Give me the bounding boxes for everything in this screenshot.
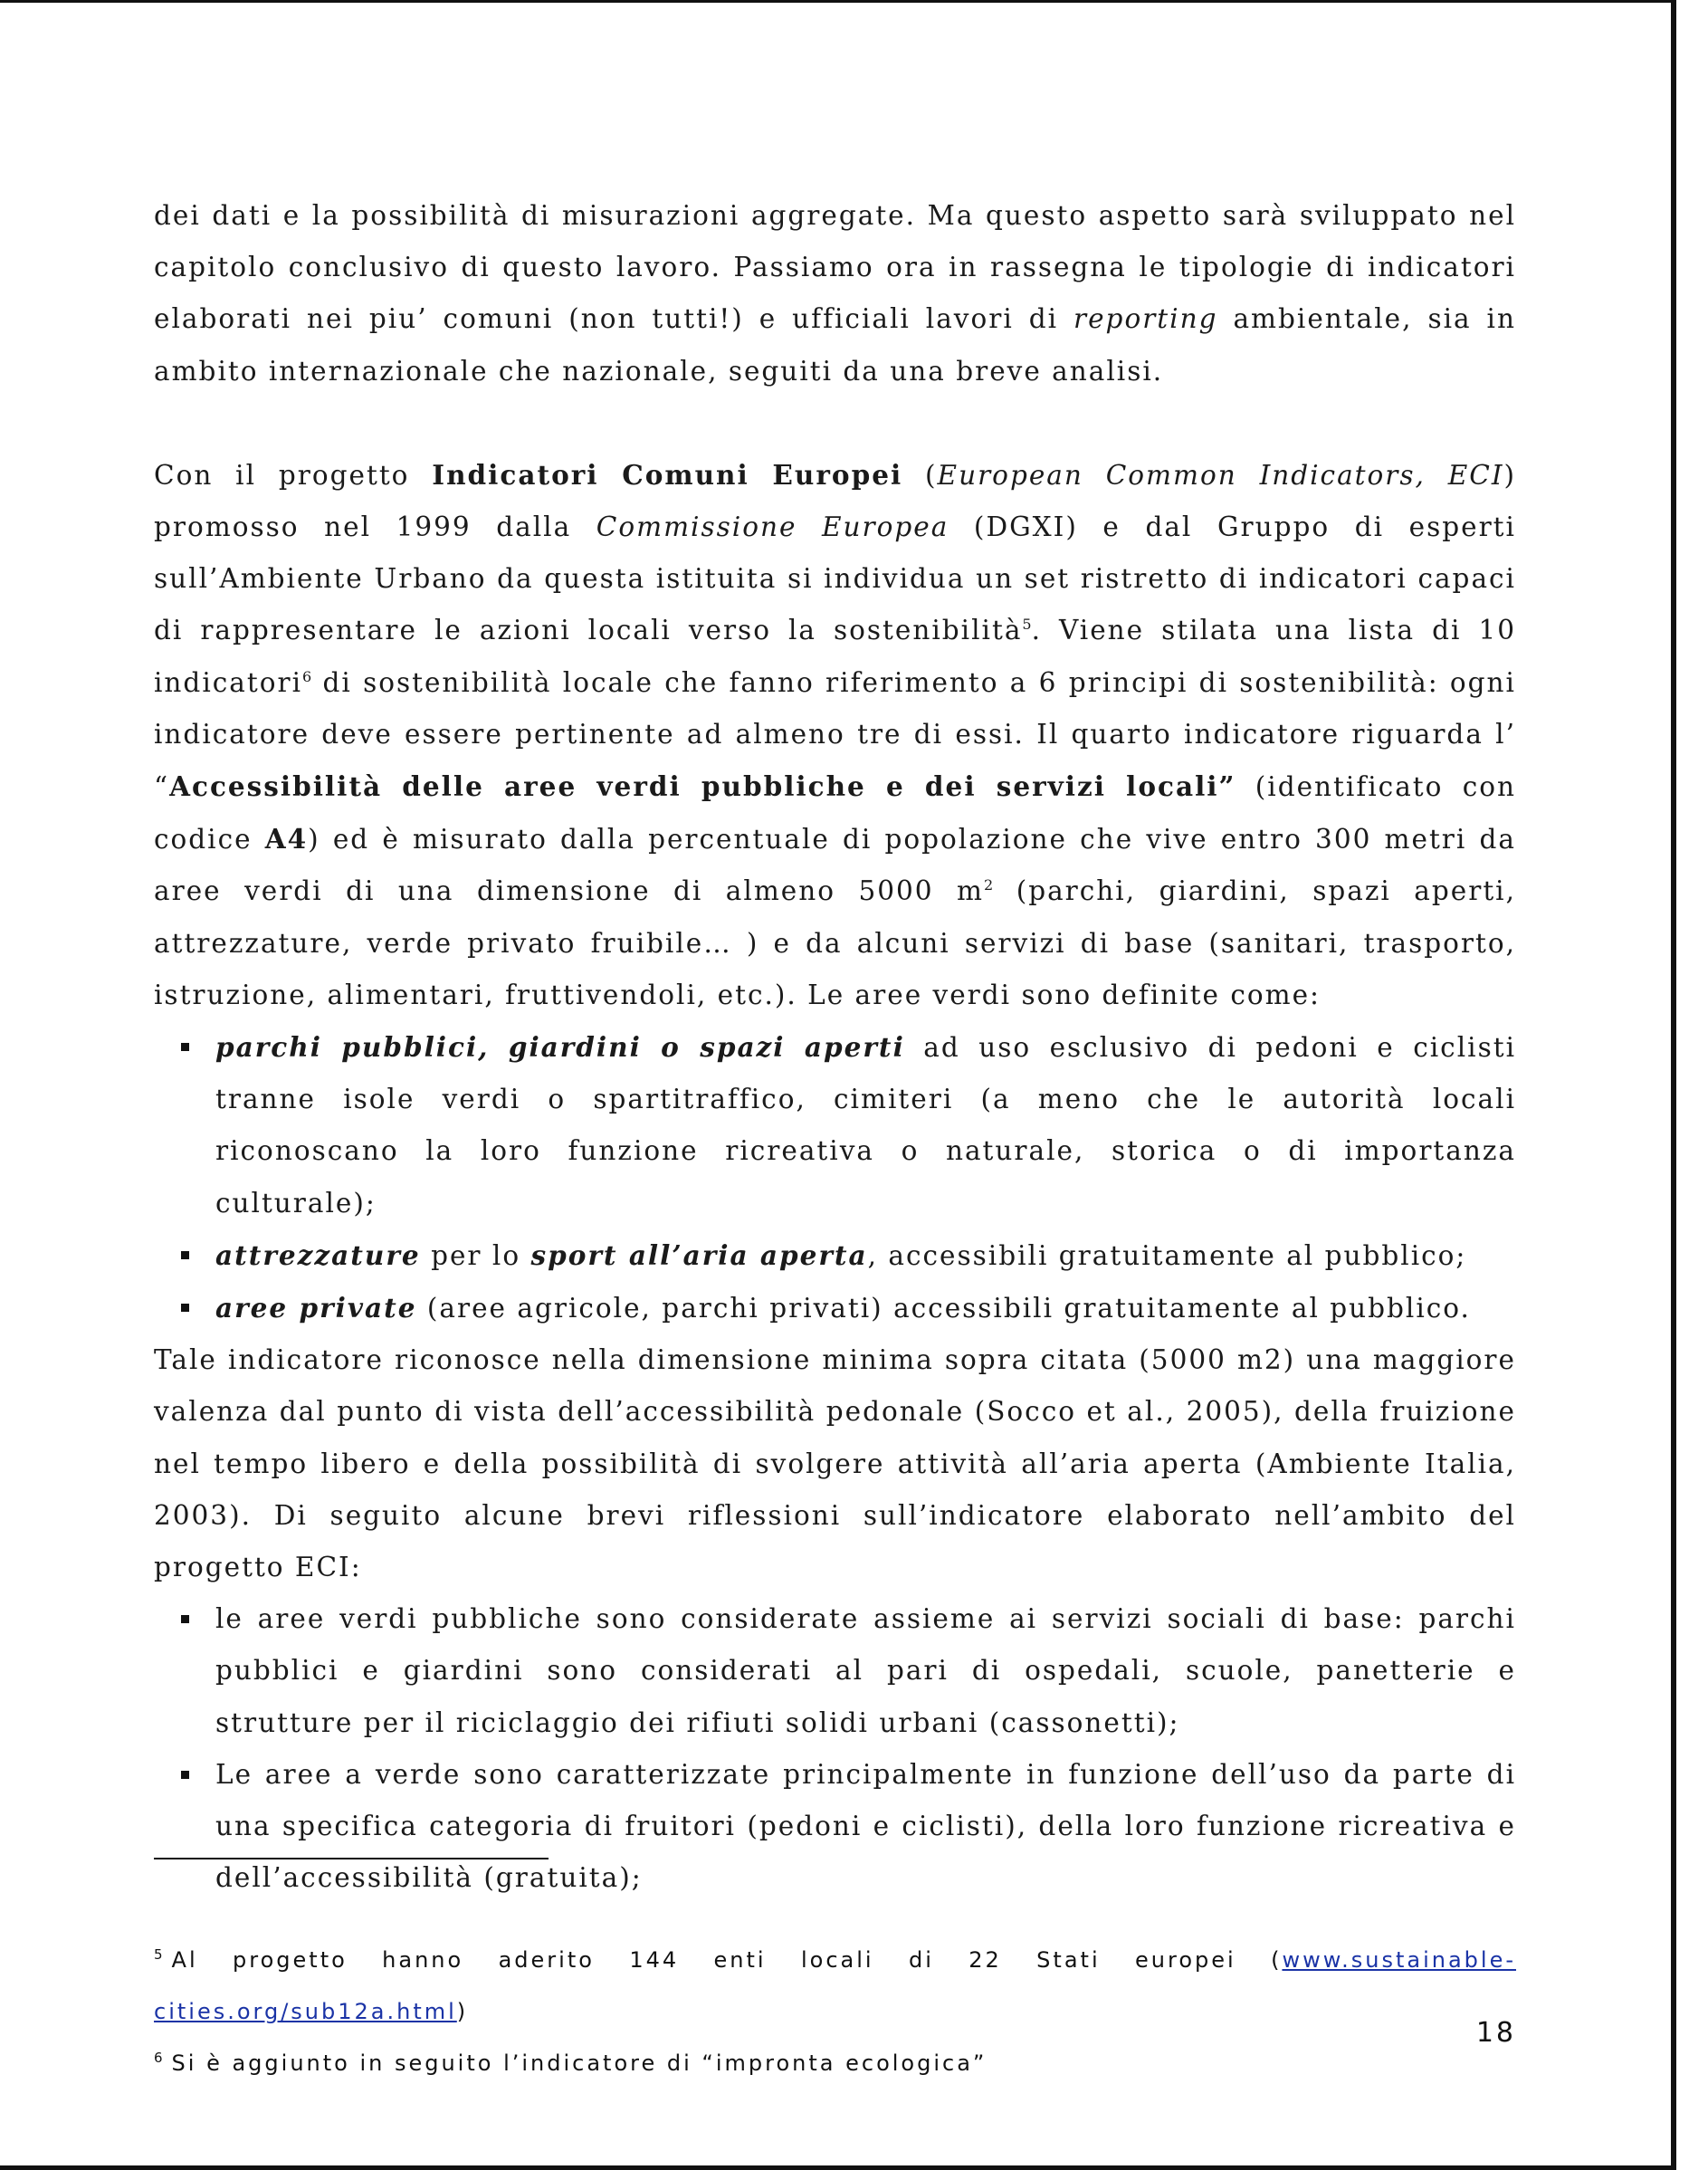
paragraph-eci: Con il progetto Indicatori Comuni Europei (European Common Indicators, ECI) promosso nel 1999 dalla Commissione Europea (DGXI) e dal Gruppo di esperti sull’Ambiente Urbano da questa istituita si individua un set ristretto di indicatori capaci di rappresentare le azioni locali verso la sostenibilità$^5$. Viene stilata una lista di 10 indicatori$^6$ di sostenibilità locale che fanno riferimento a 6 principi di sostenibilità: ogni indicatore deve essere pertinente ad almeno tre di essi. Il quarto indicatore riguarda l’ “Accessibilità delle aree verdi pubbliche e dei servizi locali” (identificato con codice A4) ed è misurato dalla percentuale di popolazione che vive entro 300 metri da aree verdi di una dimensione di almeno 5000 $m^2$ (parchi, giardini, spazi aperti, attrezzature, verde privato fruibile… ) e da alcuni servizi di base (sanitari, trasporto, istruzione, alimentari, fruttivendoli, etc.). Le aree verdi sono definite come: xyxy=(154,458,1517,1010)
square-exponent: 2 xyxy=(984,876,994,894)
paragraph-reflections: Tale indicatore riconosce nella dimensione minima sopra citata (5000 m2) una maggiore valenza dal punto di vista dell’accessibilità pedonale (Socco et al., 2005), della fruizione nel tempo libero e della possibilità di svolgere attività all’aria aperta (Ambiente Italia, 2003). Di seguito alcune brevi riflessioni sull’indicatore elaborato nell’ambito del progetto ECI: xyxy=(154,1344,1516,1583)
indicator-code: A4 xyxy=(264,823,309,856)
list-item: parchi pubblici, giardini o spazi aperti ad uso esclusivo di pedoni e ciclisti tranne isole verdi o spartitraffico, cimiteri (a meno che le autorità locali riconoscano la loro funzione ricreativa o naturale, storica o di importanza culturale); xyxy=(154,1021,1516,1229)
commissione-europea: Commissione Europea xyxy=(596,511,949,543)
reporting-term: reporting xyxy=(1073,303,1218,335)
footnote-ref-5[interactable]: 5 xyxy=(1022,616,1032,634)
page-border-bottom xyxy=(0,2165,1676,2170)
list-item: aree private (aree agricole, parchi privati) accessibili gratuitamente al pubblico. xyxy=(154,1282,1516,1334)
footnote-separator xyxy=(154,1858,549,1859)
page-border-right xyxy=(1671,0,1676,2170)
square-bullet-icon xyxy=(181,1771,189,1779)
footnote-6: $^6$ Si è aggiunto in seguito l’indicatore di “impronta ecologica” xyxy=(154,2050,988,2077)
footnote-ref-6[interactable]: 6 xyxy=(302,667,312,685)
list-item: Le aree a verde sono caratterizzate principalmente in funzione dell’uso da parte di una specifica categoria di fruitori (pedoni e ciclisti), della loro funzione ricreativa e dell’accessibilità (gratuita); xyxy=(154,1749,1516,1905)
square-bullet-icon xyxy=(181,1043,189,1051)
eci-title: Indicatori Comuni Europei xyxy=(432,458,903,491)
indicator-a4-title: Accessibilità delle aree verdi pubbliche e dei servizi locali” xyxy=(169,770,1236,803)
footnotes xyxy=(154,1935,1516,2090)
list-item: attrezzature per lo sport all’aria aperta, accessibili gratuitamente al pubblico; xyxy=(154,1229,1516,1282)
list-item: le aree verdi pubbliche sono considerate assieme ai servizi sociali di base: parchi pubblici e giardini sono considerati al pari di ospedali, scuole, panetterie e strutture per il riciclaggio dei rifiuti solidi urbani (cassonetti); xyxy=(154,1593,1516,1749)
green-areas-list xyxy=(154,1021,1516,1334)
paragraph-intro: dei dati e la possibilità di misurazioni aggregate. Ma questo aspetto sarà sviluppato nel capitolo conclusivo di questo lavoro. Passiamo ora in rassegna le tipologie di indicatori elaborati nei piu’ comuni (non tutti!) e ufficiali lavori di reporting ambientale, sia in ambito internazionale che nazionale, seguiti da una breve analisi. xyxy=(154,200,1516,387)
eci-english-name: European Common Indicators, ECI xyxy=(937,459,1504,491)
square-bullet-icon xyxy=(181,1304,189,1312)
footnote-5: $^5$ Al progetto hanno aderito 144 enti locali di 22 Stati europei (www.sustainable-cities.org/sub12a.html) xyxy=(154,1946,1516,2025)
square-bullet-icon xyxy=(181,1251,189,1259)
square-bullet-icon xyxy=(181,1615,189,1623)
page-border-top xyxy=(0,0,1676,3)
footnote-link[interactable]: www.sustainable-cities.org/sub12a.html xyxy=(154,1947,1516,2025)
document-body xyxy=(154,190,1516,1905)
page-number: 18 xyxy=(1475,2017,1516,2049)
